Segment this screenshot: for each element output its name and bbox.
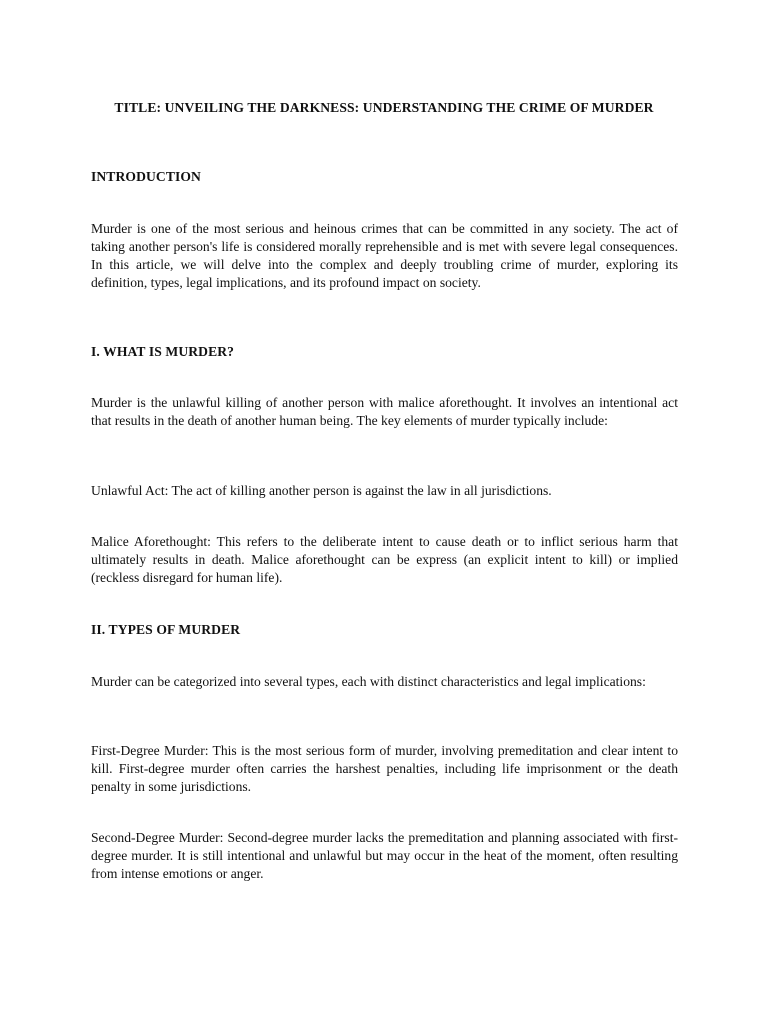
section-heading-types-of-murder: II. TYPES OF MURDER	[91, 622, 241, 637]
paragraph-introduction: Murder is one of the most serious and heinous crimes that can be committed in any society. The act of taking another person's life is considered morally reprehensible and is met with severe legal consequences. In this article, we will delve into the complex and deeply troubling crime of murder, exploring its definition, types, legal implications, and its profound impact on society.	[91, 221, 678, 290]
paragraph-murder-definition: Murder is the unlawful killing of another person with malice aforethought. It involves an intentional act that results in the death of another human being. The key elements of murder typically include:	[91, 395, 678, 428]
paragraph-types-intro: Murder can be categorized into several types, each with distinct characteristics and legal implications:	[91, 674, 646, 689]
paragraph-first-degree-murder: First-Degree Murder: This is the most serious form of murder, involving premeditation and clear intent to kill. First-degree murder often carries the harshest penalties, including life imprisonment or the death penalty in some jurisdictions.	[91, 743, 678, 794]
paragraph-unlawful-act: Unlawful Act: The act of killing another person is against the law in all jurisdictions.	[91, 483, 552, 498]
paragraph-malice-aforethought: Malice Aforethought: This refers to the deliberate intent to cause death or to inflict serious harm that ultimately results in death. Malice aforethought can be express (an explicit intent to kill) or implied (reckless disregard for human life).	[91, 534, 678, 585]
section-heading-introduction: INTRODUCTION	[91, 169, 201, 184]
document-title: TITLE: UNVEILING THE DARKNESS: UNDERSTANDING THE CRIME OF MURDER	[114, 100, 654, 115]
section-heading-what-is-murder: I. WHAT IS MURDER?	[91, 344, 235, 359]
paragraph-second-degree-murder: Second-Degree Murder: Second-degree murder lacks the premeditation and planning associated with first-degree murder. It is still intentional and unlawful but may occur in the heat of the moment, often resulting from intense emotions or anger.	[91, 830, 678, 881]
